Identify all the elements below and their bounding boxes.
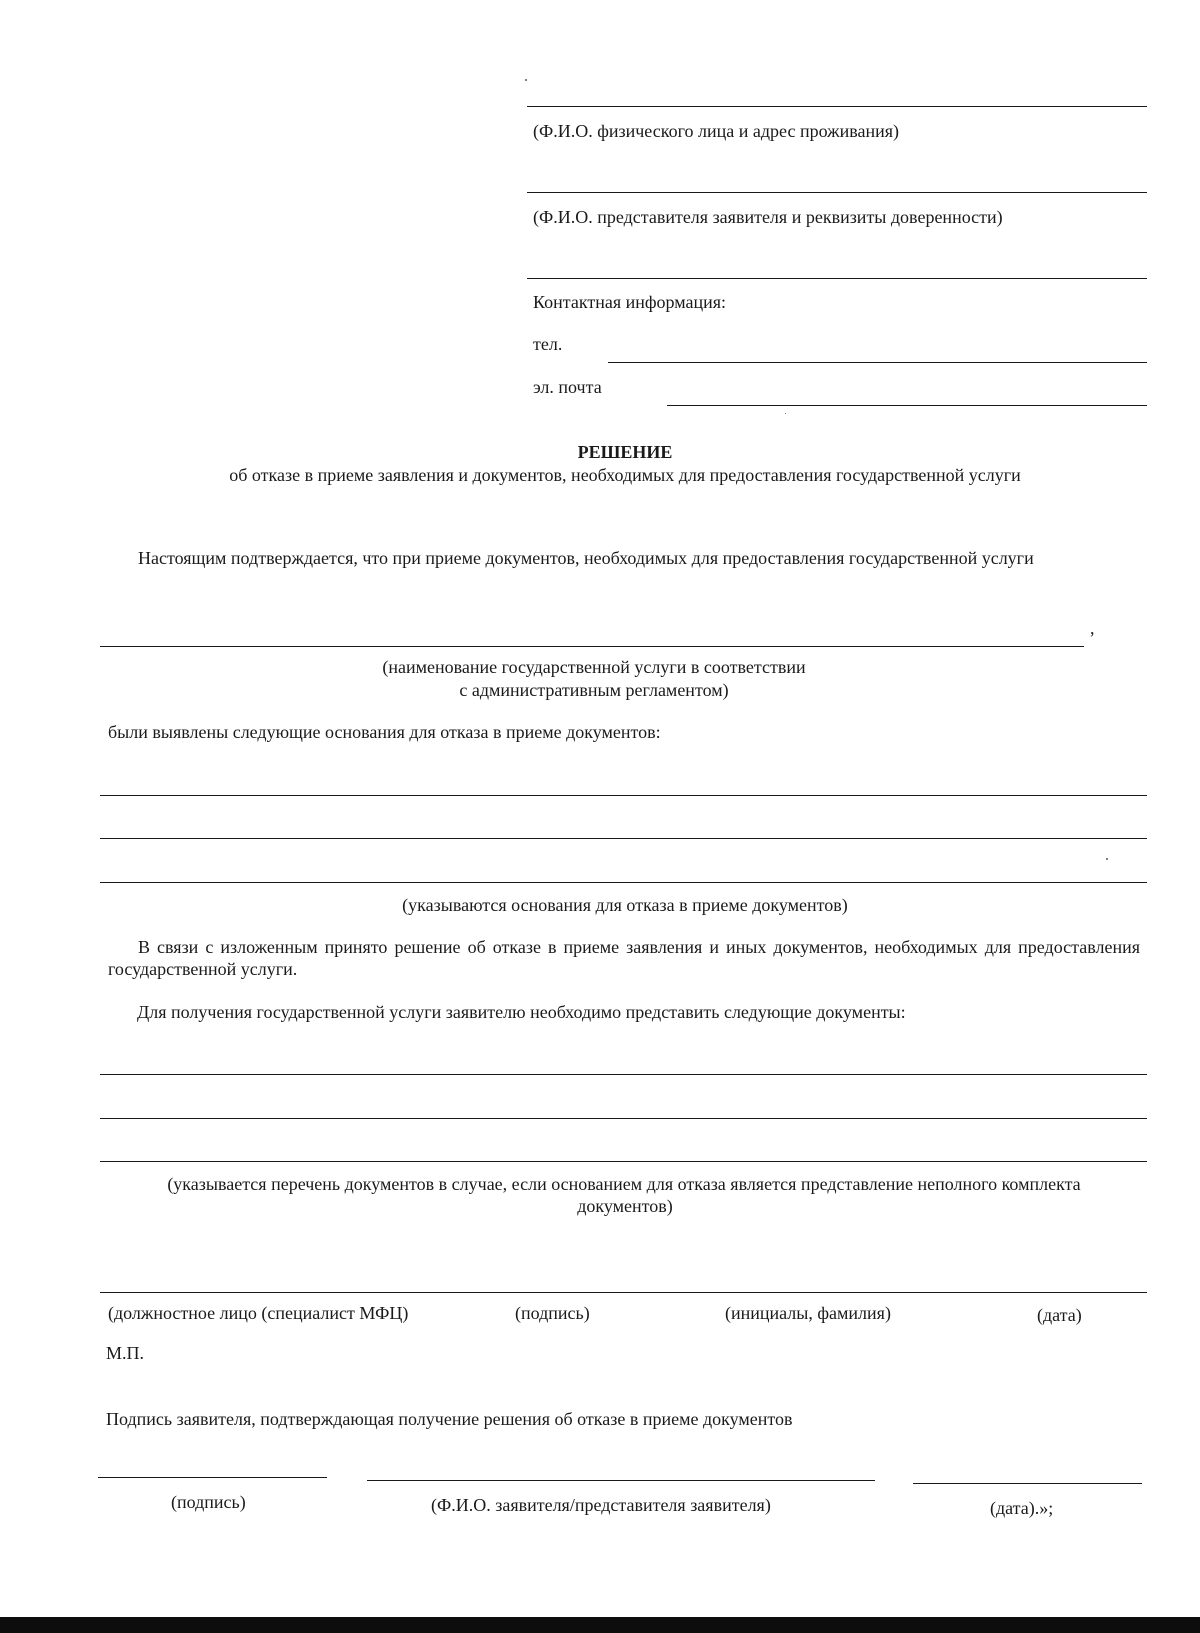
- official-label: (должностное лицо (специалист МФЦ): [108, 1303, 409, 1323]
- service-caption-line1: (наименование государственной услуги в соответствии: [382, 657, 806, 677]
- grounds-line-1[interactable]: [100, 795, 1147, 796]
- official-date-label: (дата): [1037, 1305, 1082, 1325]
- applicant-name-label: (Ф.И.О. заявителя/представителя заявителя): [431, 1495, 771, 1515]
- intro-paragraph: Настоящим подтверждается, что при приеме документов, необходимых для предоставления государственной услуги: [138, 548, 1034, 568]
- stamp-label: М.П.: [106, 1343, 145, 1363]
- scan-speck: [525, 79, 527, 81]
- decision-paragraph: В связи с изложенным принято решение об отказе в приеме заявления и иных документов, необходимых для предоставления государственной услуги.: [108, 937, 1140, 979]
- service-name-line[interactable]: [100, 646, 1084, 647]
- applicant-caption: (Ф.И.О. физического лица и адрес проживания): [533, 121, 899, 141]
- grounds-caption: (указываются основания для отказа в приеме документов): [402, 895, 848, 915]
- applicant-date-label: (дата).»;: [990, 1498, 1054, 1518]
- applicant-name-sign-line[interactable]: [367, 1480, 875, 1481]
- official-initials-label: (инициалы, фамилия): [725, 1303, 891, 1323]
- grounds-line-2[interactable]: [100, 838, 1147, 839]
- document-title: РЕШЕНИЕ: [577, 442, 673, 462]
- contact-label: Контактная информация:: [533, 292, 727, 312]
- docs-line-1[interactable]: [100, 1074, 1147, 1075]
- docs-caption-line1: (указывается перечень документов в случае, если основанием для отказа является представление неполного комплекта: [167, 1174, 1081, 1194]
- docs-line-3[interactable]: [100, 1161, 1147, 1162]
- email-line[interactable]: [667, 405, 1147, 406]
- applicant-signature-line[interactable]: [98, 1477, 327, 1478]
- applicant-confirm-text: Подпись заявителя, подтверждающая получение решения об отказе в приеме документов: [106, 1409, 793, 1429]
- official-signature-line[interactable]: [100, 1292, 1147, 1293]
- representative-caption: (Ф.И.О. представителя заявителя и реквизиты доверенности): [533, 207, 1003, 227]
- docs-line-2[interactable]: [100, 1118, 1147, 1119]
- required-docs-intro: Для получения государственной услуги заявителю необходимо представить следующие документы:: [137, 1002, 906, 1022]
- header-divider-line: [527, 278, 1147, 279]
- applicant-date-line[interactable]: [913, 1483, 1142, 1484]
- scan-speck: [785, 413, 786, 414]
- grounds-line-3[interactable]: [100, 882, 1147, 883]
- grounds-intro: были выявлены следующие основания для отказа в приеме документов:: [108, 722, 661, 742]
- phone-line[interactable]: [608, 362, 1147, 363]
- service-comma: ,: [1090, 618, 1095, 638]
- representative-line[interactable]: [527, 192, 1147, 193]
- docs-caption-line2: документов): [577, 1196, 673, 1216]
- official-signature-label: (подпись): [515, 1303, 590, 1323]
- service-caption-line2: с административным регламентом): [459, 680, 729, 700]
- scan-speck: [1106, 858, 1108, 860]
- applicant-name-line[interactable]: [527, 106, 1147, 107]
- applicant-signature-label: (подпись): [171, 1492, 246, 1512]
- email-label: эл. почта: [533, 377, 602, 397]
- scan-border: [0, 1617, 1200, 1633]
- document-subtitle: об отказе в приеме заявления и документов, необходимых для предоставления государственной услуги: [229, 465, 1021, 485]
- phone-label: тел.: [533, 334, 563, 354]
